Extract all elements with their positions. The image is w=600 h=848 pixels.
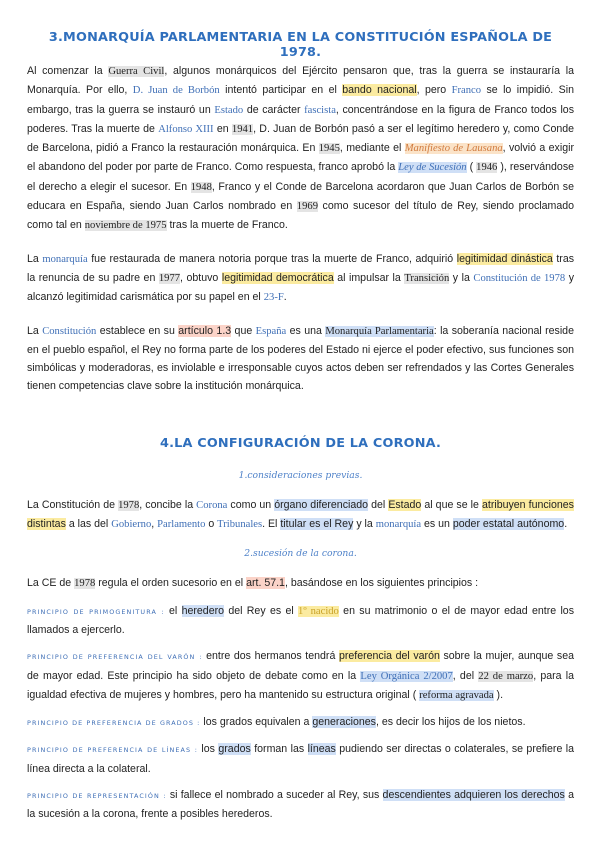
highlight-poder-estatal: poder estatal autónomo bbox=[452, 518, 565, 531]
highlight-organo-diferenciado: órgano diferenciado bbox=[274, 498, 369, 511]
text: los grados equivalen a bbox=[200, 716, 313, 729]
text: , volvió a exigir el abandono del poder por parte de Franco. Como respuesta, franco aprobó la bbox=[27, 142, 574, 174]
text: La bbox=[27, 324, 43, 337]
text: es un bbox=[421, 518, 453, 531]
text: , basándose en los siguientes principios : bbox=[284, 577, 479, 590]
text: del bbox=[368, 498, 389, 511]
text: , concentrándose en la figura de Franco todos los poderes. Tras la muerte de bbox=[27, 103, 574, 135]
term-estado: Estado bbox=[214, 104, 244, 116]
highlight-1948: 1948 bbox=[190, 181, 212, 193]
highlight-reforma-agravada: reforma agravada bbox=[419, 689, 494, 701]
text: , bbox=[151, 518, 158, 531]
term-espana: España bbox=[255, 325, 287, 337]
text: . bbox=[564, 518, 568, 531]
highlight-ley-organica: Ley Orgánica 2/2007 bbox=[360, 670, 453, 682]
text: los bbox=[198, 743, 219, 756]
text: al impulsar la bbox=[333, 271, 405, 284]
text: o bbox=[205, 518, 218, 531]
principle-preferencia-varon bbox=[27, 647, 574, 705]
highlight-legitimidad-democratica: legitimidad democrática bbox=[221, 271, 334, 284]
text: a la sucesión a la corona, frente a posibles herederos. bbox=[27, 789, 574, 821]
section-4-paragraph-1 bbox=[27, 496, 574, 535]
text: ), reservándose el derecho a elegir el sucesor. En bbox=[27, 161, 575, 193]
text: , para la igualdad efectiva de mujeres y hombres, pero ha mantenido su estructura original ( bbox=[27, 669, 575, 701]
term-gobierno: Gobierno bbox=[111, 519, 152, 531]
highlight-titular-rey: titular es el Rey bbox=[280, 518, 354, 531]
text: , obtuvo bbox=[180, 271, 222, 284]
term-alfonso-xiii: Alfonso XIII bbox=[158, 123, 214, 135]
text: fue restaurada de manera notoria porque tras la muerte de Franco, adquirió bbox=[87, 252, 457, 265]
text: al que se le bbox=[421, 498, 482, 511]
text: regula el orden sucesorio en el bbox=[95, 577, 247, 590]
text: , es decir los hijos de los nietos. bbox=[375, 716, 526, 729]
highlight-manifiesto-lausana: Manifiesto de Lausana bbox=[404, 143, 503, 155]
text: sobre la mujer, aunque sea de mayor edad. Este principio ha sido objeto de debate como en la bbox=[27, 650, 574, 682]
principle-preferencia-grados bbox=[27, 713, 574, 732]
text: , del bbox=[452, 669, 479, 682]
section-3-paragraph-2 bbox=[27, 250, 574, 308]
highlight-1945: 1945 bbox=[318, 143, 340, 155]
highlight-bando-nacional: bando nacional bbox=[342, 84, 417, 97]
term-juan-borbon: D. Juan de Borbón bbox=[132, 85, 220, 97]
text: y la bbox=[449, 271, 474, 284]
section-3-paragraph-1 bbox=[27, 62, 574, 236]
text: a las del bbox=[65, 518, 112, 531]
text: . bbox=[283, 291, 287, 304]
text: La CE de bbox=[27, 577, 75, 590]
term-constitucion-1978: Constitución de 1978 bbox=[473, 272, 566, 284]
term-23-f: 23-F bbox=[263, 292, 284, 304]
principle-primogenitura bbox=[27, 602, 574, 640]
highlight-heredero: heredero bbox=[181, 604, 225, 617]
text: en bbox=[213, 122, 232, 135]
text: el bbox=[164, 604, 182, 617]
section-3-paragraph-3 bbox=[27, 322, 574, 396]
text: establece en su bbox=[96, 324, 179, 337]
text: La bbox=[27, 252, 43, 265]
text: de carácter bbox=[243, 103, 305, 116]
highlight-22-marzo: 22 de marzo bbox=[478, 670, 534, 682]
highlight-atribuyen-funciones: atribuyen funciones distintas bbox=[27, 498, 574, 531]
term-franco: Franco bbox=[451, 85, 482, 97]
text: : la soberanía nacional reside en el pueblo español, el Rey no forma parte de los poderes del Estado ni ejerce el poder efectivo, sus funciones son simbólicas y moderadoras, es inviolable e irresponsable cuyos actos deben ser refrendados y las Cortes Generales tienen competencias clave sobre la institución monárquica. bbox=[27, 324, 574, 393]
highlight-lineas: líneas bbox=[307, 743, 336, 756]
subsection-2-title: 2.sucesión de la corona. bbox=[244, 548, 357, 560]
term-corona: Corona bbox=[196, 499, 228, 511]
text: , D. Juan de Borbón pasó a ser el legítimo heredero y, como Conde de Barcelona, pidió a Franco la restauración monárquica. En bbox=[27, 122, 575, 155]
text: en su matrimonio o el de mayor edad entre los llamados a ejercerlo. bbox=[27, 604, 574, 636]
text: , concibe la bbox=[139, 498, 197, 511]
text: si fallece el nombrado a suceder al Rey, sus bbox=[166, 789, 383, 802]
text: , Franco y el Conde de Barcelona acordaron que Juan Carlos de Borbón se educara en España, siendo Juan Carlos nombrado en bbox=[27, 180, 574, 213]
text: ( bbox=[466, 161, 477, 174]
highlight-1969: 1969 bbox=[296, 201, 318, 213]
text: del Rey es el bbox=[224, 604, 299, 617]
term-monarquia: monarquía bbox=[42, 253, 88, 265]
text: que bbox=[231, 324, 256, 337]
highlight-primer-nacido: 1º nacido bbox=[298, 605, 339, 617]
text: , pero bbox=[416, 84, 452, 97]
text: Al comenzar la bbox=[27, 65, 109, 77]
principle-label: PRINCIPIO DE PREFERENCIA DE LÍNEAS : bbox=[27, 746, 198, 755]
highlight-ley-sucesion: Ley de Sucesión bbox=[398, 162, 467, 174]
text: , algunos monárquicos del Ejército pensaron que, tras la guerra se instauraría la Monarquía. Por ello, bbox=[27, 65, 574, 97]
section-4-paragraph-2 bbox=[27, 574, 574, 593]
highlight-1978: 1978 bbox=[118, 499, 140, 511]
term-fascista: fascista bbox=[304, 104, 336, 116]
principle-label: PRINCIPIO DE PREFERENCIA DE GRADOS : bbox=[27, 719, 201, 728]
highlight-1978: 1978 bbox=[74, 578, 96, 590]
text: tras la renuncia de su padre en bbox=[27, 252, 575, 284]
text: entre dos hermanos tendrá bbox=[202, 650, 339, 663]
highlight-noviembre-1975: noviembre de 1975 bbox=[84, 220, 167, 232]
text: como sucesor del título de Rey, siendo proclamado como tal en bbox=[27, 200, 574, 232]
highlight-legitimidad-dinastica: legitimidad dinástica bbox=[456, 252, 553, 265]
principle-representacion bbox=[27, 786, 574, 824]
highlight-grados: grados bbox=[218, 743, 251, 756]
principle-label: PRINCIPIO DE REPRESENTACIÓN : bbox=[27, 792, 167, 801]
highlight-1941: 1941 bbox=[231, 123, 254, 135]
term-constitucion: Constitución bbox=[42, 325, 97, 337]
highlight-art-57-1: art. 57.1 bbox=[246, 577, 285, 590]
section-4-title: 4.LA CONFIGURACIÓN DE LA CORONA. bbox=[159, 435, 442, 451]
highlight-monarquia-parlamentaria: Monarquía Parlamentaria bbox=[325, 325, 434, 337]
term-parlamento: Parlamento bbox=[157, 519, 206, 531]
text: se lo impidió. Sin embargo, tras la guerra se instauró un bbox=[27, 84, 574, 116]
text: forman las bbox=[250, 743, 308, 756]
principle-preferencia-lineas bbox=[27, 740, 574, 778]
highlight-guerra-civil: Guerra Civil bbox=[108, 66, 165, 77]
highlight-estado: Estado bbox=[388, 498, 422, 511]
term-tribunales: Tribunales bbox=[217, 519, 263, 531]
text: como un bbox=[227, 498, 275, 511]
highlight-descendientes: descendientes adquieren los derechos bbox=[382, 789, 565, 802]
text: y alcanzó legitimidad carismática por su papel en el bbox=[27, 271, 574, 304]
highlight-1977: 1977 bbox=[158, 272, 181, 284]
text: ). bbox=[493, 688, 504, 701]
term-monarquia: monarquía bbox=[375, 519, 422, 531]
subsection-1-title: 1.consideraciones previas. bbox=[238, 469, 363, 481]
section-3-title: 3.MONARQUÍA PARLAMENTARIA EN LA CONSTITUCIÓN ESPAÑOLA DE 1978. bbox=[48, 30, 553, 60]
text: , mediante el bbox=[339, 142, 405, 155]
text: intentó participar en el bbox=[219, 84, 343, 97]
principle-label: PRINCIPIO DE PREFERENCIA DEL VARÓN : bbox=[27, 653, 203, 662]
text: tras la muerte de Franco. bbox=[166, 219, 288, 232]
highlight-articulo-1-3: artículo 1.3 bbox=[178, 324, 232, 337]
text: La Constitución de bbox=[27, 498, 119, 511]
principle-label: PRINCIPIO DE PRIMOGENITURA : bbox=[27, 607, 165, 616]
highlight-preferencia-varon: preferencia del varón bbox=[338, 650, 440, 663]
text: . El bbox=[262, 518, 281, 531]
highlight-generaciones: generaciones bbox=[312, 716, 376, 729]
highlight-1946: 1946 bbox=[476, 162, 498, 174]
text: es una bbox=[286, 324, 326, 337]
text: y la bbox=[353, 518, 376, 531]
text: pudiendo ser directas o colaterales, se prefiere la línea directa a la colateral. bbox=[27, 743, 575, 775]
highlight-transicion: Transición bbox=[404, 272, 450, 284]
